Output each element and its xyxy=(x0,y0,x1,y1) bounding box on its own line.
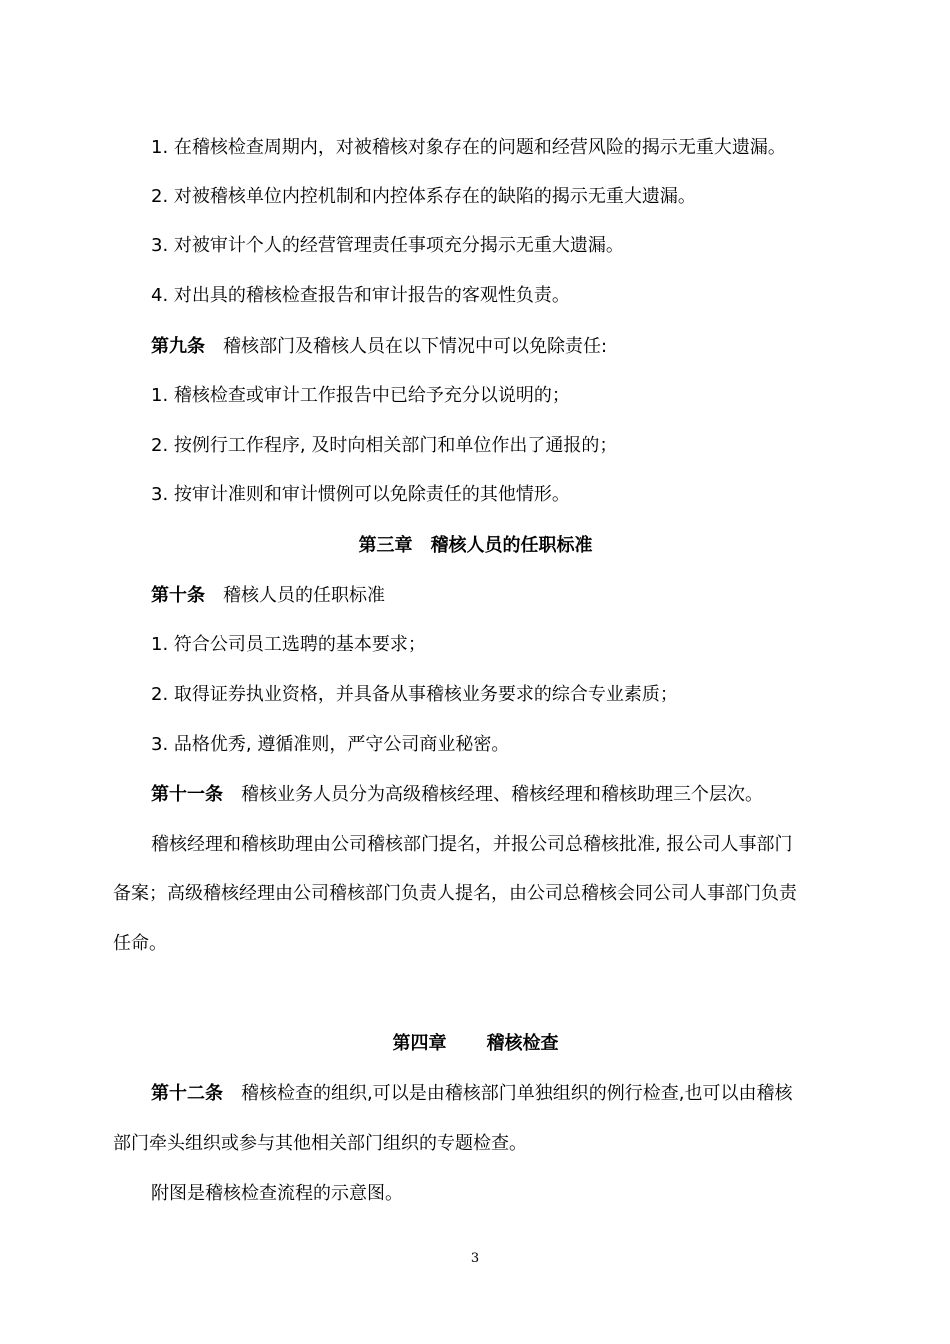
article12-figure-note: 附图是稽核检查流程的示意图。 xyxy=(151,1183,403,1204)
article11-para-line-3: 任命。 xyxy=(113,933,167,954)
chapter3-number: 第三章 xyxy=(358,535,413,556)
article12-text: 稽核检查的组织,可以是由稽核部门单独组织的例行检查,也可以由稽核 xyxy=(241,1083,793,1104)
article9-item-2: 2. 按例行工作程序, 及时向相关部门和单位作出了通报的； xyxy=(151,435,618,456)
article9-item-3: 3. 按审计准则和审计惯例可以免除责任的其他情形。 xyxy=(151,484,570,505)
article9-text: 稽核部门及稽核人员在以下情况中可以免除责任: xyxy=(223,336,608,357)
article12-label: 第十二条 xyxy=(151,1083,223,1104)
article11-para-line-1: 稽核经理和稽核助理由公司稽核部门提名，并报公司总稽核批准, 报公司人事部门 xyxy=(151,834,793,855)
article9-item-1: 1. 稽核检查或审计工作报告中已给予充分以说明的； xyxy=(151,385,570,406)
article11-text: 稽核业务人员分为高级稽核经理、稽核经理和稽核助理三个层次。 xyxy=(241,784,763,805)
article11-label: 第十一条 xyxy=(151,784,223,805)
article10-item-1: 1. 符合公司员工选聘的基本要求； xyxy=(151,634,426,655)
article10-item-3: 3. 品格优秀, 遵循准则，严守公司商业秘密。 xyxy=(151,734,510,755)
article11 xyxy=(151,782,838,808)
article8-item-4: 4. 对出具的稽核检查报告和审计报告的客观性负责。 xyxy=(151,285,570,306)
article10-item-2: 2. 取得证券执业资格，并具备从事稽核业务要求的综合专业素质； xyxy=(151,684,678,705)
article9 xyxy=(151,334,838,360)
article10-text: 稽核人员的任职标准 xyxy=(223,585,385,606)
page-number: 3 xyxy=(470,1251,480,1266)
article8-item-1: 1. 在稽核检查周期内，对被稽核对象存在的问题和经营风险的揭示无重大遗漏。 xyxy=(151,137,786,158)
article10-label: 第十条 xyxy=(151,585,205,606)
article10 xyxy=(151,583,838,609)
chapter3-heading xyxy=(113,533,838,559)
article11-para-line-2: 备案；高级稽核经理由公司稽核部门负责人提名，由公司总稽核会同公司人事部门负责 xyxy=(113,883,797,904)
chapter3-title: 稽核人员的任职标准 xyxy=(430,535,593,556)
article12 xyxy=(151,1081,838,1107)
chapter4-title: 稽核检查 xyxy=(486,1033,559,1054)
article8-item-3: 3. 对被审计个人的经营管理责任事项充分揭示无重大遗漏。 xyxy=(151,235,624,256)
article9-label: 第九条 xyxy=(151,336,205,357)
article12-continuation: 部门牵头组织或参与其他相关部门组织的专题检查。 xyxy=(113,1133,527,1154)
chapter4-number: 第四章 xyxy=(392,1033,447,1054)
chapter4-heading xyxy=(113,1031,838,1057)
article8-item-2: 2. 对被稽核单位内控机制和内控体系存在的缺陷的揭示无重大遗漏。 xyxy=(151,186,696,207)
